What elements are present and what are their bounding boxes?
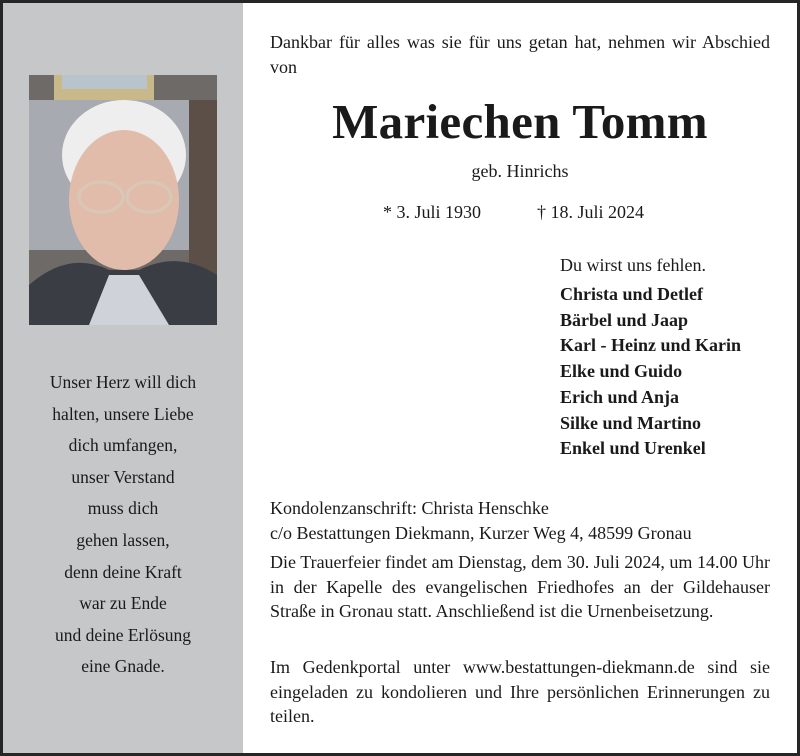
condolence-address-2: c/o Bestattungen Diekmann, Kurzer Weg 4, 48599 Gronau — [270, 523, 692, 543]
mourner: Karl - Heinz und Karin — [560, 335, 742, 356]
poem-line: gehen lassen, — [76, 529, 170, 550]
mourner: Erich und Anja — [560, 386, 680, 407]
mourner: Enkel und Urenkel — [560, 438, 706, 459]
poem-line: Unser Herz will dich — [49, 372, 197, 392]
poem-line: dich umfangen, — [68, 435, 178, 456]
ceremony-text: Die Trauerfeier findet am Dienstag, dem 30. Juli 2024, um 14.00 Uhr in der Kapelle des evangelischen Friedhofes an der Gildehauser Straße in Gronau statt. Anschließend ist die Urnenbeisetzung. — [270, 552, 770, 621]
miss-you-text: Du wirst uns fehlen. — [560, 255, 706, 275]
mourner: Silke und Martino — [560, 412, 702, 433]
mourner: Christa und Detlef — [560, 284, 703, 304]
memorial-portal-text: Im Gedenkportal unter www.bestattungen-diekmann.de sind sie eingeladen zu kondolieren und Ihre persönlichen Erinnerungen zu teilen. — [270, 657, 770, 726]
deceased-name: Mariechen Tomm — [332, 94, 708, 149]
condolence-address-1: Kondolenzanschrift: Christa Henschke — [270, 498, 549, 518]
poem-line: war zu Ende — [79, 593, 167, 614]
mourners-list — [560, 282, 741, 462]
mourner: Elke und Guido — [560, 361, 683, 382]
poem-line: halten, unsere Liebe — [52, 403, 194, 424]
intro-text: Dankbar für alles was sie für uns getan hat, nehmen wir Abschied von — [270, 32, 770, 77]
mourner: Bärbel und Jaap — [560, 309, 689, 330]
portrait-photo — [29, 75, 217, 325]
death-date: † 18. Juli 2024 — [537, 202, 645, 222]
poem-line: muss dich — [87, 498, 159, 519]
poem-line: unser Verstand — [71, 466, 175, 487]
birth-date: * 3. Juli 1930 — [383, 202, 482, 222]
poem — [3, 367, 243, 683]
poem-line: eine Gnade. — [81, 656, 165, 677]
poem-line: und deine Erlösung — [54, 624, 192, 645]
poem-line: denn deine Kraft — [64, 561, 182, 582]
maiden-name: geb. Hinrichs — [471, 161, 569, 181]
